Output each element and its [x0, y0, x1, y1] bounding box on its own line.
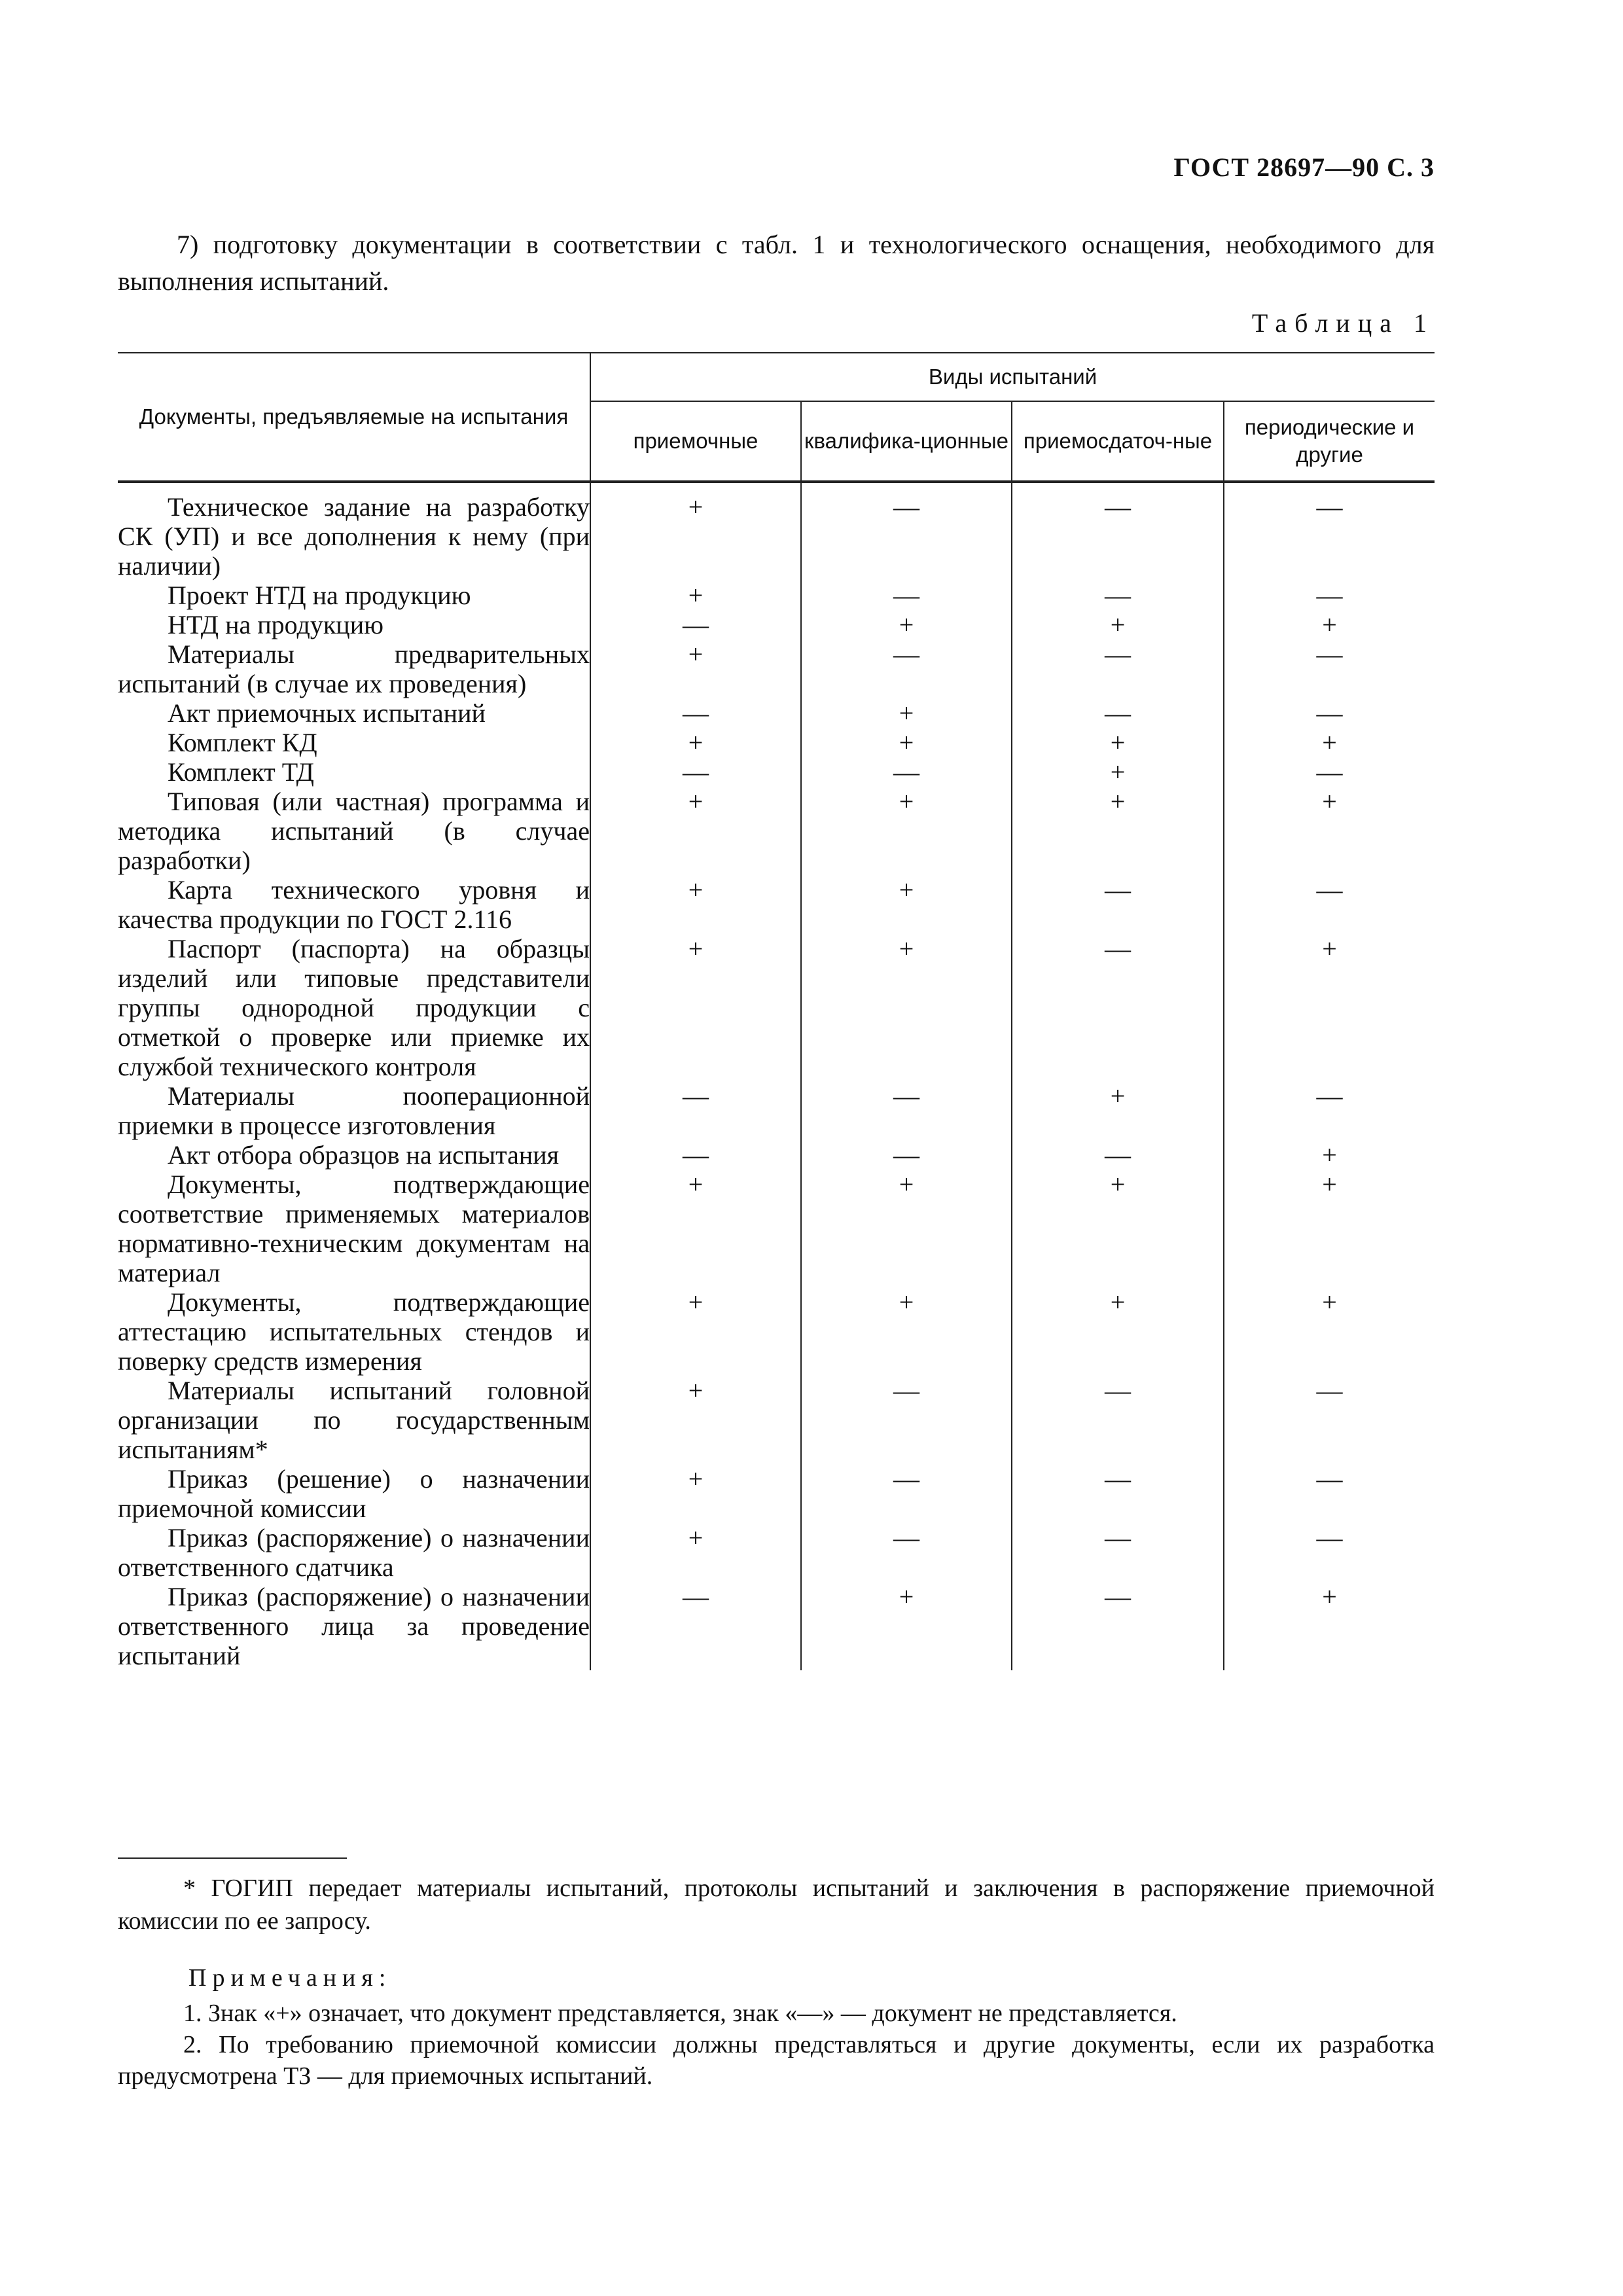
mark-cell: —: [1012, 1464, 1224, 1523]
column-header-acceptance: приемочные: [590, 401, 801, 482]
table-row: [118, 1523, 1435, 1582]
table-row: [118, 482, 1435, 581]
mark-cell: —: [1224, 698, 1435, 728]
mark-cell: —: [801, 1523, 1012, 1582]
footnote-divider: [118, 1857, 347, 1859]
note-1: 1. Знак «+» означает, что документ представляется, знак «—» — документ не представляется.: [183, 2000, 1177, 2027]
document-name-cell: Техническое задание на разработку СК (УП) и все дополнения к нему (при наличии): [118, 492, 590, 581]
table-row: [118, 1376, 1435, 1464]
mark-cell: —: [1012, 1376, 1224, 1464]
mark-cell: —: [801, 1464, 1012, 1523]
table-row: [118, 1081, 1435, 1140]
table-row: [118, 787, 1435, 875]
mark-cell: —: [801, 581, 1012, 610]
mark-cell: +: [801, 787, 1012, 875]
doc-column-header: Документы, предъявляемые на испытания: [118, 353, 590, 482]
mark-cell: +: [590, 934, 801, 1081]
mark-cell: +: [1012, 610, 1224, 639]
mark-cell: +: [590, 1287, 801, 1376]
mark-cell: +: [1224, 1582, 1435, 1670]
mark-cell: +: [1224, 787, 1435, 875]
mark-cell: —: [1224, 1523, 1435, 1582]
mark-cell: +: [1224, 728, 1435, 757]
table-row: [118, 1170, 1435, 1287]
mark-cell: —: [1224, 875, 1435, 934]
document-name-cell: Документы, подтверждающие соответствие применяемых материалов нормативно-техническим документам на материал: [118, 1170, 590, 1287]
notes-title: Примечания:: [188, 1964, 392, 1992]
mark-cell: +: [590, 787, 801, 875]
mark-cell: +: [590, 482, 801, 581]
footnote: * ГОГИП передает материалы испытаний, протоколы испытаний и заключения в распоряжение приемочной комиссии по ее запросу.: [118, 1874, 1435, 1935]
mark-cell: +: [801, 698, 1012, 728]
mark-cell: —: [1224, 581, 1435, 610]
mark-cell: +: [590, 1170, 801, 1287]
mark-cell: +: [590, 728, 801, 757]
table-row: [118, 1582, 1435, 1670]
document-name-cell: Типовая (или частная) программа и методика испытаний (в случае разработки): [118, 787, 590, 875]
mark-cell: —: [1012, 1523, 1224, 1582]
mark-cell: +: [590, 1376, 801, 1464]
column-header-periodic: периодические и другие: [1224, 401, 1435, 482]
mark-cell: —: [590, 698, 801, 728]
note-2: 2. По требованию приемочной комиссии должны представляться и другие документы, если их разработка предусмотрена ТЗ — для приемочных испытаний.: [118, 2031, 1435, 2090]
table-row: [118, 1287, 1435, 1376]
document-name-cell: Паспорт (паспорта) на образцы изделий или типовые представители группы однородной продукции с отметкой о проверке или приемке их службой технического контроля: [118, 934, 590, 1081]
mark-cell: —: [1012, 934, 1224, 1081]
mark-cell: —: [801, 482, 1012, 581]
mark-cell: +: [1012, 1081, 1224, 1140]
mark-cell: —: [1012, 482, 1224, 581]
document-name-cell: Приказ (распоряжение) о назначении ответственного сдатчика: [118, 1523, 590, 1582]
table-row: [118, 610, 1435, 639]
mark-cell: +: [590, 1523, 801, 1582]
mark-cell: +: [801, 875, 1012, 934]
mark-cell: —: [801, 757, 1012, 787]
mark-cell: —: [801, 1081, 1012, 1140]
mark-cell: —: [1224, 1464, 1435, 1523]
mark-cell: —: [1224, 757, 1435, 787]
page-header: ГОСТ 28697—90 С. 3: [1173, 152, 1435, 182]
document-name-cell: Комплект ТД: [168, 757, 314, 787]
mark-cell: —: [801, 639, 1012, 698]
document-name-cell: Карта технического уровня и качества продукции по ГОСТ 2.116: [118, 875, 590, 934]
mark-cell: +: [801, 1287, 1012, 1376]
mark-cell: +: [1224, 1170, 1435, 1287]
mark-cell: —: [1012, 698, 1224, 728]
mark-cell: —: [1012, 639, 1224, 698]
table-body: [118, 482, 1435, 1670]
mark-cell: —: [1012, 1582, 1224, 1670]
table-row: [118, 728, 1435, 757]
mark-cell: +: [1012, 757, 1224, 787]
mark-cell: —: [1224, 1376, 1435, 1464]
mark-cell: +: [1012, 1170, 1224, 1287]
mark-cell: +: [590, 875, 801, 934]
test-types-group-header: Виды испытаний: [590, 353, 1435, 401]
mark-cell: +: [801, 1582, 1012, 1670]
documents-table: [118, 352, 1435, 1670]
table-row: [118, 639, 1435, 698]
table-row: [118, 581, 1435, 610]
table-row: [118, 875, 1435, 934]
mark-cell: +: [590, 639, 801, 698]
mark-cell: —: [590, 1081, 801, 1140]
document-name-cell: Проект НТД на продукцию: [168, 581, 471, 610]
table-label: Таблица 1: [1251, 308, 1435, 338]
table-row: [118, 1140, 1435, 1170]
document-name-cell: Акт приемочных испытаний: [168, 698, 486, 728]
mark-cell: —: [1012, 1140, 1224, 1170]
mark-cell: —: [1012, 875, 1224, 934]
table-row: [118, 1464, 1435, 1523]
mark-cell: +: [801, 934, 1012, 1081]
mark-cell: +: [1012, 1287, 1224, 1376]
mark-cell: +: [1224, 1287, 1435, 1376]
mark-cell: —: [1224, 639, 1435, 698]
document-name-cell: Материалы испытаний головной организации по государственным испытаниям*: [118, 1376, 590, 1464]
intro-paragraph: 7) подготовку документации в соответствии с табл. 1 и технологического оснащения, необходимого для выполнения испытаний.: [118, 230, 1435, 296]
table-row: [118, 757, 1435, 787]
mark-cell: +: [590, 581, 801, 610]
mark-cell: —: [590, 757, 801, 787]
document-name-cell: Приказ (распоряжение) о назначении ответственного лица за проведение испытаний: [118, 1582, 590, 1670]
table-row: [118, 698, 1435, 728]
document-name-cell: Материалы предварительных испытаний (в случае их проведения): [118, 639, 590, 698]
table-row: [118, 934, 1435, 1081]
mark-cell: —: [590, 1582, 801, 1670]
mark-cell: +: [1012, 787, 1224, 875]
column-header-qualification: квалифика-ционные: [801, 401, 1012, 482]
document-name-cell: Комплект КД: [168, 728, 317, 757]
document-name-cell: Документы, подтверждающие аттестацию испытательных стендов и поверку средств измерения: [118, 1287, 590, 1376]
mark-cell: +: [1012, 728, 1224, 757]
mark-cell: —: [590, 610, 801, 639]
mark-cell: +: [1224, 610, 1435, 639]
mark-cell: +: [801, 1170, 1012, 1287]
mark-cell: —: [1012, 581, 1224, 610]
mark-cell: +: [1224, 1140, 1435, 1170]
document-name-cell: Приказ (решение) о назначении приемочной комиссии: [118, 1464, 590, 1523]
document-name-cell: Материалы пооперационной приемки в процессе изготовления: [118, 1081, 590, 1140]
mark-cell: —: [801, 1376, 1012, 1464]
mark-cell: —: [801, 1140, 1012, 1170]
mark-cell: +: [1224, 934, 1435, 1081]
mark-cell: +: [801, 610, 1012, 639]
document-name-cell: Акт отбора образцов на испытания: [168, 1140, 560, 1170]
mark-cell: +: [590, 1464, 801, 1523]
mark-cell: —: [1224, 482, 1435, 581]
document-name-cell: НТД на продукцию: [168, 610, 383, 639]
mark-cell: —: [1224, 1081, 1435, 1140]
column-header-delivery: приемосдаточ-ные: [1012, 401, 1224, 482]
mark-cell: +: [801, 728, 1012, 757]
mark-cell: —: [590, 1140, 801, 1170]
